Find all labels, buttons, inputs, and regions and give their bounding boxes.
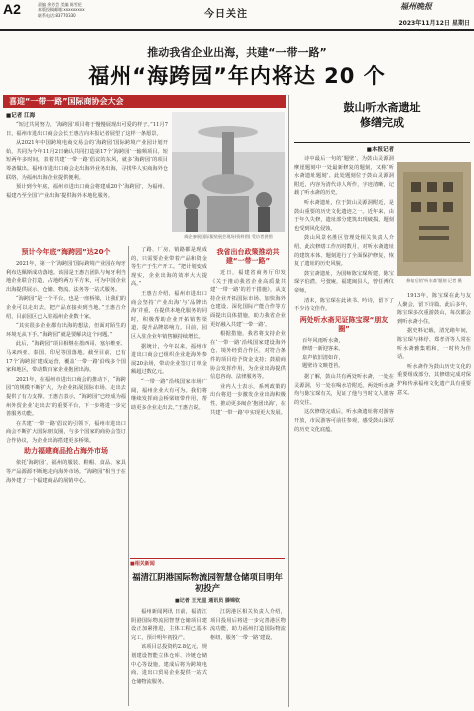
paragraph: 诗中最后一句的‘题壁’，为鼓山灵源洞摩崖题刻中一处最新修复的题刻，又称‘听水斋遗址题刻’。此处题刻位于鼓山灵源洞附近，内容为清代诗人所作，字迹清晰，记载了听水斋的历史。 — [294, 156, 394, 197]
paragraph: “短过共同努力，‘海跨园’项目将于慢慢展现出可爱的样子。”11月7日，福州市进出口商会会长王惠吉向本报记者展望了这样一条愿景。 — [6, 122, 168, 137]
paragraph: 据史料记载，清光绪年间，陈宝琛与林纾、郑孝胥等人常在听水斋雅集唱和，一时传为佳话。 — [397, 328, 471, 361]
paragraph: “一带一路”沿线国家市场广阔，福州企业大有可为。我们将继续发挥商会桥梁纽带作用，帮助更多企业走出去。”王惠吉说。 — [131, 378, 207, 411]
subheading: 我省出台政策推动共建“一带一路” — [216, 248, 280, 265]
related-headline: 福清江阴港国际物流园智慧仓储项目明年初投产 — [132, 572, 283, 593]
paragraph: 鼓宝斋遗址，为国师陈宝琛所建，陈宝琛字伯潜，号弢庵，福建闽县人，曾任溥仪帝师。 — [294, 270, 394, 294]
article-photo — [172, 112, 285, 232]
paragraph: 了路、厂房、销路都是现成的，只需要企业带着产品和资金等生产于生产开工。“把计划变成现实，企业出海的效率大大提高。” — [131, 247, 207, 288]
paragraph: “其实很多企业都有出海的想法，但面对陌生的环境无从下手。”海跨园“就是要解决这个问题。” — [6, 323, 126, 338]
paragraph: 鼓山风景名胜区管理处相关负责人介绍，此次修缮工作历时数月，对听水斋遗址的建筑本体、题刻进行了全面保护修复，恢复了遗址的历史风貌。 — [294, 235, 394, 268]
poem-line: 泉声依旧清如许， — [302, 354, 344, 361]
paragraph: 王惠吉介绍，福州市进出口商会坚持‘产业出海’与‘品牌出海’并重，在提供本地化服务的同时，积极帮助企业开拓销售渠道，提升品牌影响力。目前，园区入驻企业年销售额持续增长。 — [131, 290, 207, 340]
article-kicker: 推动我省企业出海，共建“一带一路” — [147, 46, 327, 59]
subheading: 预计今年底“海跨园”达20个 — [21, 248, 111, 256]
right-title-rule — [294, 142, 470, 143]
subheading: 助力福建商品抢占海外市场 — [24, 447, 108, 456]
section-title: 今日关注 — [204, 9, 248, 20]
paragraph: 据了解，鼓山共有两处听水斋，一处在灵源洞，另一处在喝水岩附近。两处听水斋均与陈宝琛有关，见证了他与当时文人墨客的交往。 — [294, 374, 394, 406]
photo-caption: 修复后的‘听水斋’题刻 记者 摄 — [406, 278, 462, 283]
editor-info — [38, 2, 126, 18]
paragraph: 此后，“海跨园”项目相继在墨西哥、塞尔维亚、马来西亚、泰国、印尼等国落地。截至目前，已有17个‘海跨园’建成运营，覆盖‘一带一路’沿线多个国家和地区，带动数百家企业抱团出海。 — [6, 341, 126, 374]
masthead-logo: 福州晚报 — [400, 1, 432, 11]
red-banner: 喜迎“一带一路”国际商协会大会 — [3, 95, 286, 108]
paragraph: 福州新闻网讯 日前，福清江阴港国际物流园智慧仓储项目建设正加紧推进，主体工程已基本完工，预计明年初投产。 — [131, 609, 207, 641]
poem — [294, 337, 394, 371]
paragraph: 这次修缮完成后，听水斋遗址将对游客开放，市民游客可前往参观，感受鼓山深厚的历史文化底蕴。 — [294, 409, 394, 433]
text-column-a — [6, 246, 126, 706]
editor-line: 责编 余芳芸 美编 陈雪伦 — [38, 2, 82, 7]
subheading: 两处听水斋见证陈宝琛“朋友圈” — [299, 315, 389, 333]
issue-date: 2023年11月12日 星期日 — [398, 20, 470, 27]
paragraph: 在共建‘一带一路’倡议的引领下，福州市进出口商会不断扩大国际朋友圈，与多个国家的商协会签订合作协议，为企业出海搭建更多桥梁。 — [6, 420, 126, 444]
paragraph: 依托‘海跨园’，福州的服装、鞋帽、食品、家具等产品源源不断地走向海外市场。“海跨园”相当于在海外建了一个福建商品的展销中心。 — [6, 460, 126, 484]
byline: ■记者 江海 — [6, 113, 36, 119]
byline: ■本报记者 — [366, 147, 394, 153]
page-number: A2 — [3, 1, 21, 17]
text-column-c — [210, 246, 286, 554]
related-column-c — [210, 608, 286, 708]
paragraph: 听水斋遗址，位于鼓山灵源洞附近，是鼓山重要的历史文化遗迹之一。近年来，由于年久失修，遗址部分建筑出现破损，题刻也受到风化侵蚀。 — [294, 199, 394, 232]
paragraph: 从2021年中国跨境电商交易会的‘海跨园’国际跨境产业园计划开始，共同为今年11月2日确认共同打造第17个‘海跨园’一输频项目。短短两年多时间，表着共建‘一带一路’倡议的东风，就多‘海跨园’的项目筹备做出。福州市进出口商会走出海外业务出海，寻找华人实商海外仓联络，为福州出海企业提供便利。 — [6, 140, 168, 181]
page-header — [0, 0, 474, 30]
paragraph: 近日，福建省商务厅印发《关于推动我省企业高质量共建‘一带一路’的若干措施》，从支持企业开拓国际市场、加快海外仓建设、深化国际产能合作等方面提出具体措施，助力我省企业更好融入共建‘一带一路’。 — [210, 270, 286, 328]
paragraph: 根据措施，我省将支持企业在‘一带一路’沿线国家建设海外仓、境外经贸合作区，对符合条件的项目给予资金支持；鼓励商协会发挥作用，为企业出海提供信息咨询、法律服务等。 — [210, 331, 286, 381]
paragraph: 2021年，第一个‘海跨园’国际跨境产业园在匈牙利布达佩斯成功落地。该园是王惠吉团队与匈牙利当地企业联合打造，占地约两万平方米，可为中国企业出海提供展示、仓储、物流、法务等一站式服务。 — [6, 261, 126, 293]
editor-line: 联系电话:83770330 — [38, 12, 76, 18]
editor-line: 本版投稿邮箱:xxxxxxxxx — [38, 7, 85, 13]
paragraph: 业内人士表示，系列政策的出台将进一步激发企业出海积极性，推动更多闽企‘抱团出海’，在共建‘一带一路’中实现更大发展。 — [210, 383, 286, 416]
paragraph: 据统计，今年以来，福州市进出口商会已组织企业赴海外参展20余场，带动企业签订订单金额超过数亿元。 — [131, 343, 207, 376]
rock-carving-illustration — [397, 162, 471, 276]
photo-caption: 闽企参展国际服装展会现场(资料图) 受访者供图 — [184, 234, 273, 239]
related-news-label: ■相关新闻 — [130, 558, 285, 568]
poem-line: 百年风雨听水斋， — [302, 337, 344, 344]
poem-line: 修缮一新迎客来。 — [302, 346, 344, 353]
right-text-column-1 — [294, 146, 394, 706]
column-rule — [288, 95, 289, 707]
paragraph: 听水斋作为鼓山历史文化的重要组成部分，其修缮完成对保护和传承福州文化遗产具有重要意义。 — [397, 363, 471, 396]
related-byline: ■记者 王光星 通讯员 滕锦钦 — [175, 598, 240, 604]
stone-inscription-photo — [397, 162, 471, 276]
column-rule — [128, 246, 129, 706]
paragraph: 预计到今年底，福州市进出口商会将建成20个‘海跨园’，为福州、福建乃至全国‘产业出海’提供海外本地化服务。 — [6, 184, 168, 199]
paragraph: 江阴港区相关负责人介绍，项目投用后将进一步完善港区物流功能，助力福州打造国际物流枢纽，服务‘一带一路’建设。 — [210, 609, 286, 641]
poem-line: 题壁诗文映苍苔。 — [302, 363, 344, 370]
right-headline-line2: 修缮完成 — [360, 116, 404, 129]
right-headline — [290, 100, 474, 130]
paragraph: 该项目总投资约2.8亿元，规划建设智能立体仓库、冷链仓储中心等设施，建成后将为跨境电商、进出口贸易企业提供一站式仓储物流服务。 — [131, 644, 207, 685]
exhibition-photo-illustration — [172, 112, 285, 232]
paragraph: 2021年，在福州市进出口商会的推动下，“海跨园”的规模不断扩大，为企业拓展国际市场、走出去提供了有力支撑。王惠吉表示，“海跨园”已经成为福州外贸企业‘走出去’的重要平台，下一步将进一步完善服务功能。 — [6, 376, 126, 418]
text-column-b — [131, 246, 207, 554]
article-headline: 福州“海跨园”年内将达 20 个 — [88, 64, 386, 88]
paragraph: 1913年，陈宝琛在此与友人聚会，留下诗篇。此后多年，陈宝琛多次重游鼓山，每次都会到听水斋小住。 — [397, 293, 471, 325]
right-text-column-2 — [397, 292, 471, 706]
related-column-b — [131, 608, 207, 708]
intro-column — [6, 112, 168, 242]
paragraph: “海跨园”是一个平台，也是一座桥梁，让我们的企业可以走出去，把产品直接卖到当地。”王惠吉介绍，目前园区已入驻福州企业数十家。 — [6, 296, 126, 320]
right-headline-line1: 鼓山听水斋遗址 — [343, 101, 421, 114]
paragraph: 清末，陈宝琛在此读书、吟诗，留下了不少诗文佳作。 — [294, 297, 394, 313]
header-divider — [0, 29, 474, 31]
